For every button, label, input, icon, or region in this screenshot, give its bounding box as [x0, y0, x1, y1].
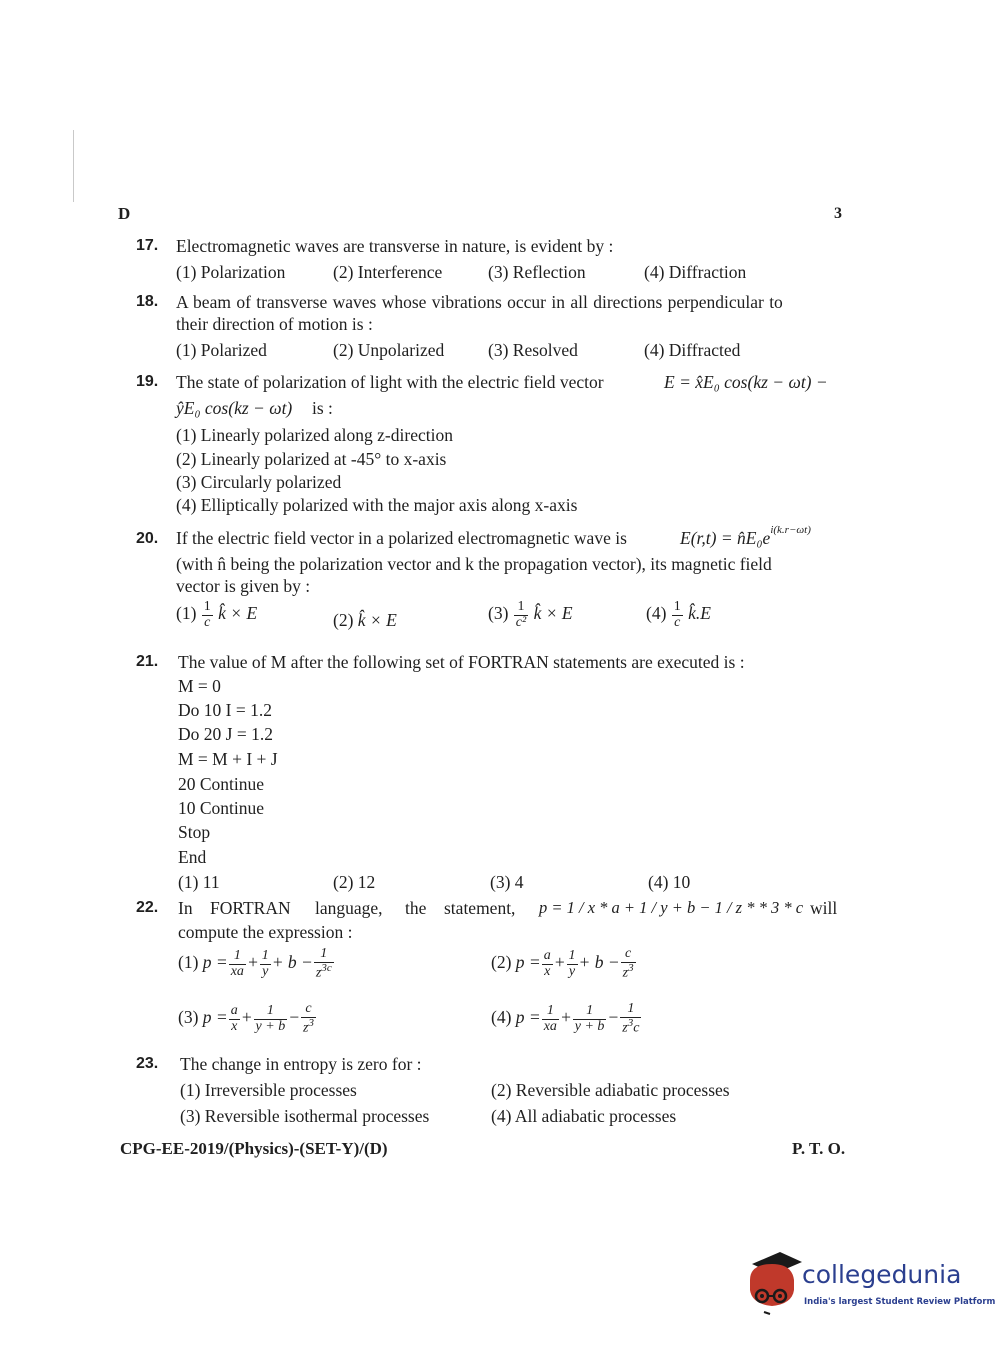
- question-number: 21.: [136, 653, 159, 670]
- question-word: will: [810, 898, 838, 918]
- set-letter: D: [118, 204, 131, 223]
- option-4: [491, 1002, 642, 1036]
- fraction: [672, 600, 683, 630]
- equation-exponent: i(k.r−ωt): [770, 524, 811, 537]
- expression: p = $\frac{1}{xa}$ + $\frac{1}{y}$ + b − $\frac{1}{z^{3c}}$: [202, 946, 332, 981]
- option-3: (3) 4: [490, 872, 524, 892]
- question-number: 22.: [136, 899, 159, 916]
- option-label: (1): [178, 952, 199, 973]
- question-number: 18.: [136, 293, 159, 310]
- option-label: (4): [491, 1007, 512, 1028]
- question-number: 17.: [136, 237, 159, 254]
- question-text: (with n̂ being the polarization vector and k the propagation vector), its magnetic field: [176, 554, 772, 574]
- denominator: c²: [515, 614, 527, 630]
- numerator: 1: [517, 599, 525, 614]
- question-word: In: [178, 898, 193, 918]
- code-line: M = 0: [178, 676, 221, 696]
- question-number: 19.: [136, 373, 159, 390]
- code-line: M = M + I + J: [178, 749, 278, 769]
- question-text: vector is given by :: [176, 576, 311, 596]
- question-number: 20.: [136, 530, 159, 547]
- expression: k̂ × E: [533, 603, 573, 624]
- fortran-statement: p = 1 / x * a + 1 / y + b − 1 / z * * 3 * c: [539, 898, 804, 917]
- option-2: (2) 12: [333, 872, 376, 892]
- question-text: The state of polarization of light with the electric field vector: [176, 372, 604, 392]
- option-2: (2) Linearly polarized at -45° to x-axis: [176, 449, 447, 469]
- equation-base: E(r,t) = n̂E₀e: [680, 528, 771, 548]
- question-word: statement,: [444, 898, 516, 918]
- option-1: (1) Irreversible processes: [180, 1080, 357, 1100]
- equation: E = x̂E₀ cos(kz − ωt) −: [664, 372, 828, 392]
- option-4: (4) All adiabatic processes: [491, 1106, 677, 1126]
- option-3: (3) Resolved: [488, 340, 578, 360]
- question-word: language,: [315, 898, 383, 918]
- option-2: (2) Unpolarized: [333, 340, 445, 360]
- option-1: [176, 600, 257, 630]
- question-text: A beam of transverse waves whose vibrations occur in all directions perpendicular to: [176, 292, 783, 312]
- option-4: (4) Diffracted: [644, 340, 741, 360]
- option-label: (1): [176, 603, 197, 624]
- code-line: 10 Continue: [178, 798, 265, 818]
- option-2: (2) Reversible adiabatic processes: [491, 1080, 730, 1100]
- expression: p = $\frac{1}{xa}$ + $\frac{1}{y + b}$ − $\frac{1}{z^3c}$: [515, 1001, 640, 1036]
- paper-code: CPG-EE-2019/(Physics)-(SET-Y)/(D): [120, 1139, 388, 1158]
- option-label: (2): [333, 610, 354, 630]
- fraction: [202, 600, 213, 630]
- denominator: c: [672, 615, 683, 631]
- code-line: Do 20 J = 1.2: [178, 724, 273, 744]
- option-2: (2) Interference: [333, 262, 443, 282]
- expression: k̂ × E: [357, 610, 397, 630]
- fraction: [514, 600, 528, 630]
- expression: k̂ × E: [218, 603, 258, 624]
- question-number: 23.: [136, 1055, 159, 1072]
- option-1: [178, 947, 335, 981]
- expression: k̂.E: [688, 603, 711, 624]
- option-4: (4) 10: [648, 872, 691, 892]
- question-text: The change in entropy is zero for :: [180, 1054, 422, 1074]
- option-1: (1) Linearly polarized along z-direction: [176, 425, 453, 445]
- code-line: 20 Continue: [178, 774, 265, 794]
- option-2: [333, 610, 397, 631]
- denominator: c: [202, 615, 213, 631]
- scan-margin-line: [73, 130, 74, 202]
- code-line: End: [178, 847, 207, 867]
- equation: [680, 524, 811, 549]
- code-line: Stop: [178, 822, 211, 842]
- brand-tagline: India's largest Student Review Platform: [804, 1297, 996, 1307]
- option-2: [491, 947, 637, 981]
- question-word: FORTRAN: [210, 898, 291, 918]
- option-1: (1) Polarization: [176, 262, 286, 282]
- option-label: (3): [488, 603, 509, 624]
- question-text: If the electric field vector in a polarized electromagnetic wave is: [176, 528, 627, 548]
- option-1: (1) Polarized: [176, 340, 267, 360]
- option-3: [488, 600, 573, 630]
- mascot-icon: [744, 1250, 804, 1320]
- option-4: (4) Diffraction: [644, 262, 747, 282]
- option-1: (1) 11: [178, 872, 220, 892]
- question-text: compute the expression :: [178, 922, 353, 942]
- option-3: [178, 1002, 317, 1036]
- question-text: is :: [312, 398, 333, 418]
- expression: p = $\frac{a}{x}$ + $\frac{1}{y + b}$ − $\frac{c}{z^3}$: [202, 1001, 314, 1036]
- numerator: 1: [673, 599, 681, 614]
- brand-name: collegedunia: [802, 1260, 962, 1289]
- page-number: 3: [834, 205, 842, 222]
- option-label: (4): [646, 603, 667, 624]
- question-text: their direction of motion is :: [176, 314, 373, 334]
- pto-label: P. T. O.: [792, 1139, 846, 1158]
- option-4: [646, 600, 711, 630]
- numerator: 1: [203, 599, 211, 614]
- option-label: (2): [491, 952, 512, 973]
- question-word: the: [405, 898, 427, 918]
- equation: ŷE₀ cos(kz − ωt): [176, 398, 293, 418]
- collegedunia-logo: [744, 1250, 996, 1320]
- option-3: (3) Circularly polarized: [176, 472, 342, 492]
- question-text: Electromagnetic waves are transverse in nature, is evident by :: [176, 236, 614, 256]
- option-3: (3) Reflection: [488, 262, 586, 282]
- code-line: Do 10 I = 1.2: [178, 700, 272, 720]
- option-3: (3) Reversible isothermal processes: [180, 1106, 430, 1126]
- option-4: (4) Elliptically polarized with the major axis along x-axis: [176, 495, 578, 515]
- expression: p = $\frac{a}{x}$ + $\frac{1}{y}$ + b − $\frac{c}{z^3}$: [515, 946, 634, 981]
- option-label: (3): [178, 1007, 199, 1028]
- question-text: The value of M after the following set of FORTRAN statements are executed is :: [178, 652, 745, 672]
